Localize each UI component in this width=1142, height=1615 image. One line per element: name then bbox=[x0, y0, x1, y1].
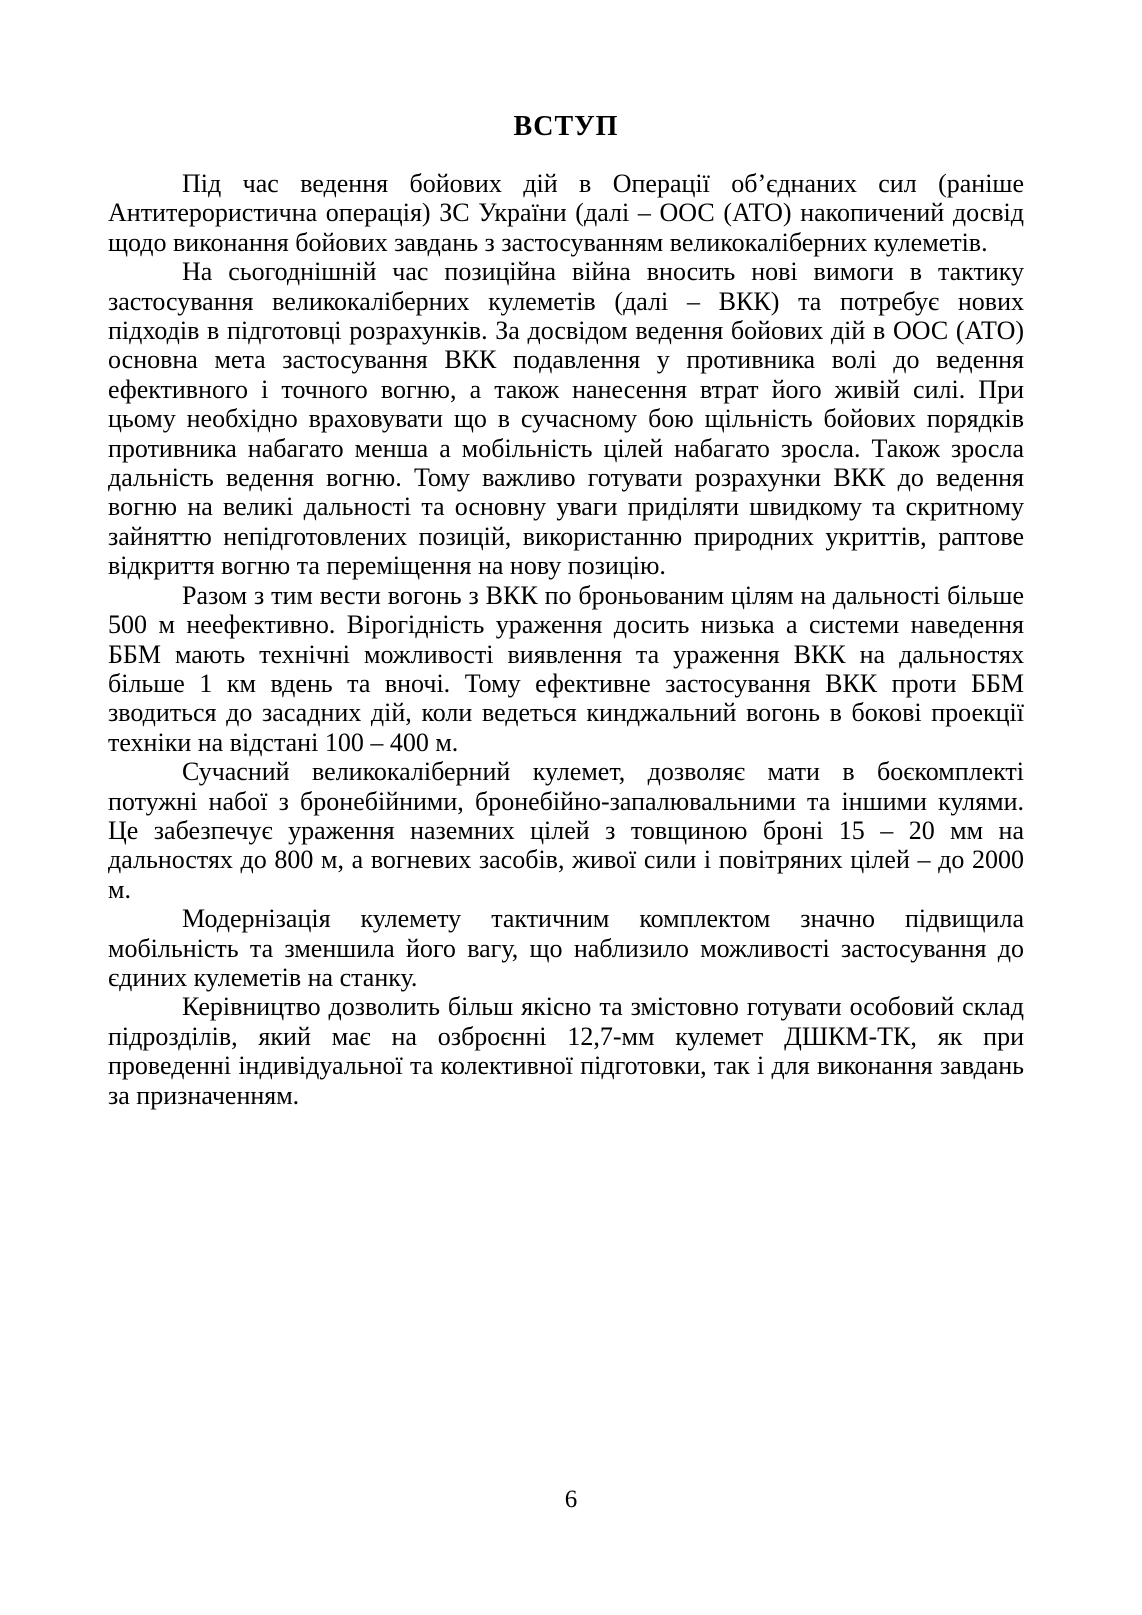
paragraph-modern-mg: Сучасний великокаліберний кулемет, дозволяє мати в боєкомплекті потужні набої з бронебійними, бронебійно-запалювальними та іншими кулями. Це забезпечує ураження наземних цілей з товщиною броні 15 – 20 мм на дальностях до 800 м, а вогневих засобів, живої сили і повітряних цілей – до 2000 м. bbox=[108, 757, 1024, 904]
body-text bbox=[108, 169, 1024, 1110]
page-title: ВСТУП bbox=[513, 111, 619, 142]
paragraph-intro: Під час ведення бойових дій в Операції об’єднаних сил (раніше Антитерористична операція) ЗС України (далі – ООС (АТО) накопичений досвід щодо виконання бойових завдань з застосуванням великокаліберних кулеметів. bbox=[108, 169, 1024, 257]
paragraph-modernization: Модернізація кулемету тактичним комплектом значно підвищила мобільність та зменшила його вагу, що наблизило можливості застосування до єдиних кулеметів на станку. bbox=[108, 904, 1024, 992]
paragraph-positional-war: На сьогоднішній час позиційна війна вносить нові вимоги в тактику застосування великокаліберних кулеметів (далі – ВКК) та потребує нових підходів в підготовці розрахунків. За досвідом ведення бойових дій в ООС (АТО) основна мета застосування ВКК подавлення у противника волі до ведення ефективного і точного вогню, а також нанесення втрат його живій силі. При цьому необхідно враховувати що в сучасному бою щільність бойових порядків противника набагато менша а мобільність цілей набагато зросла. Також зросла дальність ведення вогню. Тому важливо готувати розрахунки ВКК до ведення вогню на великі дальності та основну уваги приділяти швидкому та скритному зайняттю непідготовлених позицій, використанню природних укриттів, раптове відкриття вогню та переміщення на нову позицію. bbox=[108, 257, 1024, 581]
paragraph-manual-purpose: Керівництво дозволить більш якісно та змістовно готувати особовий склад підрозділів, який має на озброєнні 12,7-мм кулемет ДШКМ-ТК, як при проведенні індивідуальної та колективної підготовки, так і для виконання завдань за призначенням. bbox=[108, 992, 1024, 1110]
page-number: 6 bbox=[564, 1486, 578, 1513]
paragraph-armored-targets: Разом з тим вести вогонь з ВКК по броньованим цілям на дальності більше 500 м неефективно. Вірогідність ураження досить низька а системи наведення ББМ мають технічні можливості виявлення та ураження ВКК на дальностях більше 1 км вдень та вночі. Тому ефективне застосування ВКК проти ББМ зводиться до засадних дій, коли ведеться кинджальний вогонь в бокові проекції техніки на відстані 100 – 400 м. bbox=[108, 580, 1024, 757]
